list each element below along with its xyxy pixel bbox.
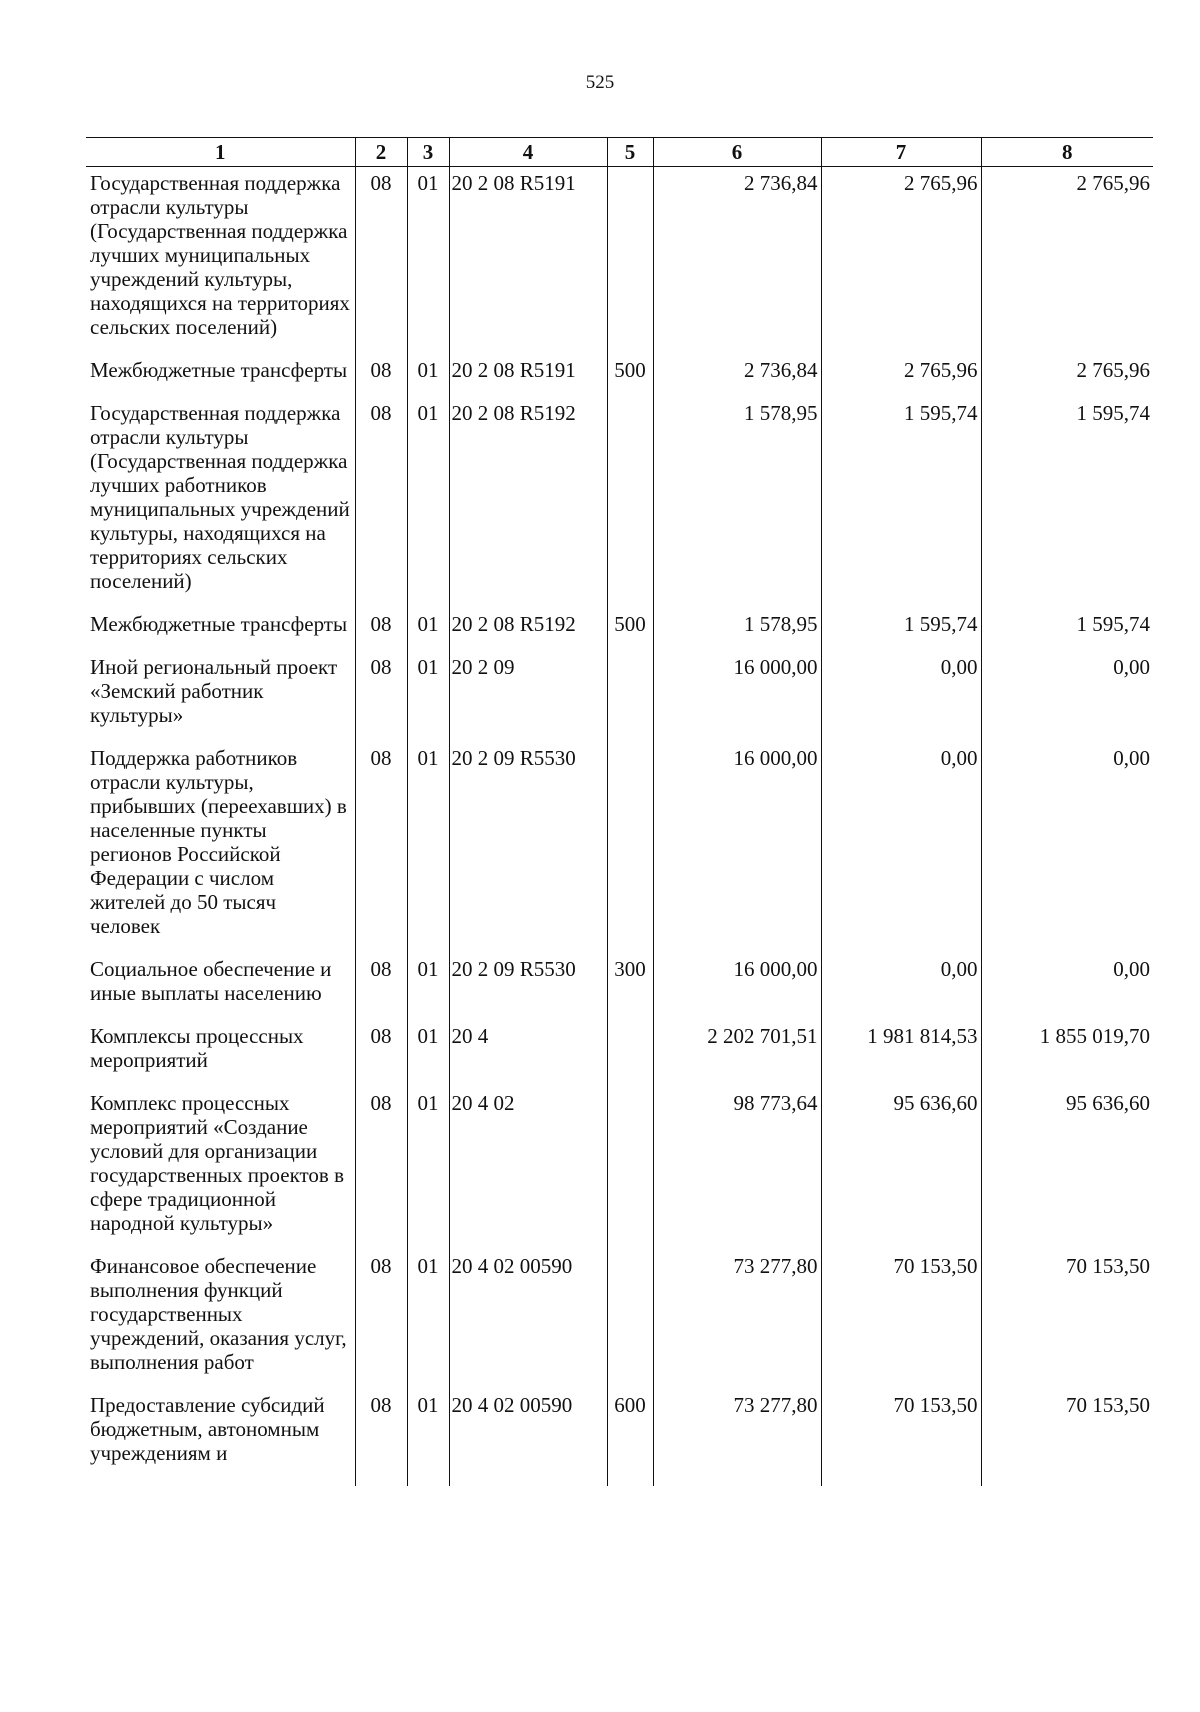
- row-section-cell: 08: [355, 651, 407, 742]
- row-target-article-cell: 20 4 02 00590: [449, 1389, 607, 1480]
- row-target-article-cell: 20 4 02: [449, 1087, 607, 1250]
- row-amount-2-cell: 95 636,60: [821, 1087, 981, 1250]
- header-col-8: 8: [981, 138, 1153, 167]
- row-expense-type-cell: 300: [607, 953, 653, 1020]
- row-amount-2-cell: 70 153,50: [821, 1389, 981, 1480]
- row-target-article-cell: 20 2 09: [449, 651, 607, 742]
- row-section-cell: 08: [355, 742, 407, 953]
- row-expense-type-cell: [607, 397, 653, 608]
- row-target-article-cell: 20 4 02 00590: [449, 1250, 607, 1389]
- row-expense-type-cell: 600: [607, 1389, 653, 1480]
- row-target-article-cell: 20 2 09 R5530: [449, 953, 607, 1020]
- row-amount-3-cell: 2 765,96: [981, 167, 1153, 355]
- header-col-3: 3: [407, 138, 449, 167]
- row-amount-3-cell: 1 595,74: [981, 397, 1153, 608]
- row-name-cell: Социальное обеспечение и иные выплаты населению: [86, 953, 355, 1020]
- table-row: [86, 1250, 1153, 1389]
- row-amount-1-cell: 98 773,64: [653, 1087, 821, 1250]
- row-name-cell: Финансовое обеспечение выполнения функций государственных учреждений, оказания услуг, выполнения работ: [86, 1250, 355, 1389]
- table-row: [86, 167, 1153, 355]
- header-col-2: 2: [355, 138, 407, 167]
- row-subsection-cell: 01: [407, 742, 449, 953]
- row-amount-3-cell: 0,00: [981, 651, 1153, 742]
- spacer-cell: [653, 1480, 821, 1486]
- table-row: [86, 608, 1153, 651]
- row-amount-1-cell: 16 000,00: [653, 651, 821, 742]
- row-amount-1-cell: 2 736,84: [653, 167, 821, 355]
- row-subsection-cell: 01: [407, 397, 449, 608]
- spacer-cell: [449, 1480, 607, 1486]
- table-row: [86, 651, 1153, 742]
- budget-table: [86, 137, 1153, 1486]
- row-subsection-cell: 01: [407, 1020, 449, 1087]
- row-amount-2-cell: 2 765,96: [821, 167, 981, 355]
- row-name-cell: Межбюджетные трансферты: [86, 354, 355, 397]
- spacer-cell: [355, 1480, 407, 1486]
- table-bottom-spacer: [86, 1480, 1153, 1486]
- row-name-cell: Иной региональный проект «Земский работник культуры»: [86, 651, 355, 742]
- row-expense-type-cell: [607, 651, 653, 742]
- header-col-6: 6: [653, 138, 821, 167]
- row-amount-3-cell: 1 855 019,70: [981, 1020, 1153, 1087]
- row-name-cell: Государственная поддержка отрасли культуры (Государственная поддержка лучших работников муниципальных учреждений культуры, находящихся на территориях сельских поселений): [86, 397, 355, 608]
- row-section-cell: 08: [355, 1389, 407, 1480]
- row-expense-type-cell: [607, 1087, 653, 1250]
- row-target-article-cell: 20 4: [449, 1020, 607, 1087]
- row-subsection-cell: 01: [407, 1087, 449, 1250]
- table-row: [86, 397, 1153, 608]
- row-amount-2-cell: 0,00: [821, 651, 981, 742]
- table-row: [86, 1087, 1153, 1250]
- row-subsection-cell: 01: [407, 651, 449, 742]
- table-row: [86, 1020, 1153, 1087]
- row-amount-2-cell: 0,00: [821, 953, 981, 1020]
- row-target-article-cell: 20 2 08 R5192: [449, 608, 607, 651]
- row-amount-3-cell: 70 153,50: [981, 1250, 1153, 1389]
- row-amount-1-cell: 1 578,95: [653, 397, 821, 608]
- row-section-cell: 08: [355, 1087, 407, 1250]
- row-subsection-cell: 01: [407, 167, 449, 355]
- row-amount-2-cell: 1 595,74: [821, 397, 981, 608]
- row-name-cell: Предоставление субсидий бюджетным, автономным учреждениям и: [86, 1389, 355, 1480]
- row-name-cell: Комплексы процессных мероприятий: [86, 1020, 355, 1087]
- row-amount-1-cell: 16 000,00: [653, 953, 821, 1020]
- header-col-7: 7: [821, 138, 981, 167]
- row-amount-2-cell: 1 981 814,53: [821, 1020, 981, 1087]
- row-name-cell: Межбюджетные трансферты: [86, 608, 355, 651]
- row-expense-type-cell: [607, 1020, 653, 1087]
- row-section-cell: 08: [355, 1250, 407, 1389]
- row-amount-1-cell: 1 578,95: [653, 608, 821, 651]
- table-row: [86, 742, 1153, 953]
- row-amount-3-cell: 0,00: [981, 742, 1153, 953]
- row-amount-3-cell: 1 595,74: [981, 608, 1153, 651]
- row-target-article-cell: 20 2 09 R5530: [449, 742, 607, 953]
- row-expense-type-cell: [607, 167, 653, 355]
- budget-table-container: [86, 137, 1153, 1486]
- row-name-cell: Государственная поддержка отрасли культуры (Государственная поддержка лучших муниципальных учреждений культуры, находящихся на территориях сельских поселений): [86, 167, 355, 355]
- spacer-cell: [86, 1480, 355, 1486]
- row-amount-2-cell: 2 765,96: [821, 354, 981, 397]
- row-amount-2-cell: 0,00: [821, 742, 981, 953]
- header-col-1: 1: [86, 138, 355, 167]
- row-amount-1-cell: 73 277,80: [653, 1250, 821, 1389]
- row-subsection-cell: 01: [407, 953, 449, 1020]
- table-row: [86, 1389, 1153, 1480]
- row-expense-type-cell: [607, 742, 653, 953]
- header-col-4: 4: [449, 138, 607, 167]
- row-amount-1-cell: 16 000,00: [653, 742, 821, 953]
- row-amount-1-cell: 2 736,84: [653, 354, 821, 397]
- row-expense-type-cell: 500: [607, 608, 653, 651]
- table-body: [86, 167, 1153, 1487]
- table-header-row: [86, 138, 1153, 167]
- row-section-cell: 08: [355, 608, 407, 651]
- row-subsection-cell: 01: [407, 608, 449, 651]
- row-expense-type-cell: [607, 1250, 653, 1389]
- table-row: [86, 354, 1153, 397]
- table-row: [86, 953, 1153, 1020]
- row-target-article-cell: 20 2 08 R5191: [449, 354, 607, 397]
- row-expense-type-cell: 500: [607, 354, 653, 397]
- row-target-article-cell: 20 2 08 R5192: [449, 397, 607, 608]
- row-target-article-cell: 20 2 08 R5191: [449, 167, 607, 355]
- row-section-cell: 08: [355, 354, 407, 397]
- row-subsection-cell: 01: [407, 1389, 449, 1480]
- row-amount-1-cell: 2 202 701,51: [653, 1020, 821, 1087]
- spacer-cell: [407, 1480, 449, 1486]
- header-col-5: 5: [607, 138, 653, 167]
- spacer-cell: [981, 1480, 1153, 1486]
- row-section-cell: 08: [355, 953, 407, 1020]
- row-name-cell: Комплекс процессных мероприятий «Создание условий для организации государственных проектов в сфере традиционной народной культуры»: [86, 1087, 355, 1250]
- page-number: 525: [585, 72, 615, 93]
- row-name-cell: Поддержка работников отрасли культуры, прибывших (переехавших) в населенные пункты регионов Российской Федерации с числом жителей до 50 тысяч человек: [86, 742, 355, 953]
- row-amount-3-cell: 95 636,60: [981, 1087, 1153, 1250]
- row-section-cell: 08: [355, 1020, 407, 1087]
- row-amount-3-cell: 0,00: [981, 953, 1153, 1020]
- row-amount-2-cell: 1 595,74: [821, 608, 981, 651]
- row-amount-2-cell: 70 153,50: [821, 1250, 981, 1389]
- row-section-cell: 08: [355, 397, 407, 608]
- row-amount-1-cell: 73 277,80: [653, 1389, 821, 1480]
- row-subsection-cell: 01: [407, 354, 449, 397]
- spacer-cell: [821, 1480, 981, 1486]
- row-amount-3-cell: 70 153,50: [981, 1389, 1153, 1480]
- row-section-cell: 08: [355, 167, 407, 355]
- spacer-cell: [607, 1480, 653, 1486]
- row-subsection-cell: 01: [407, 1250, 449, 1389]
- row-amount-3-cell: 2 765,96: [981, 354, 1153, 397]
